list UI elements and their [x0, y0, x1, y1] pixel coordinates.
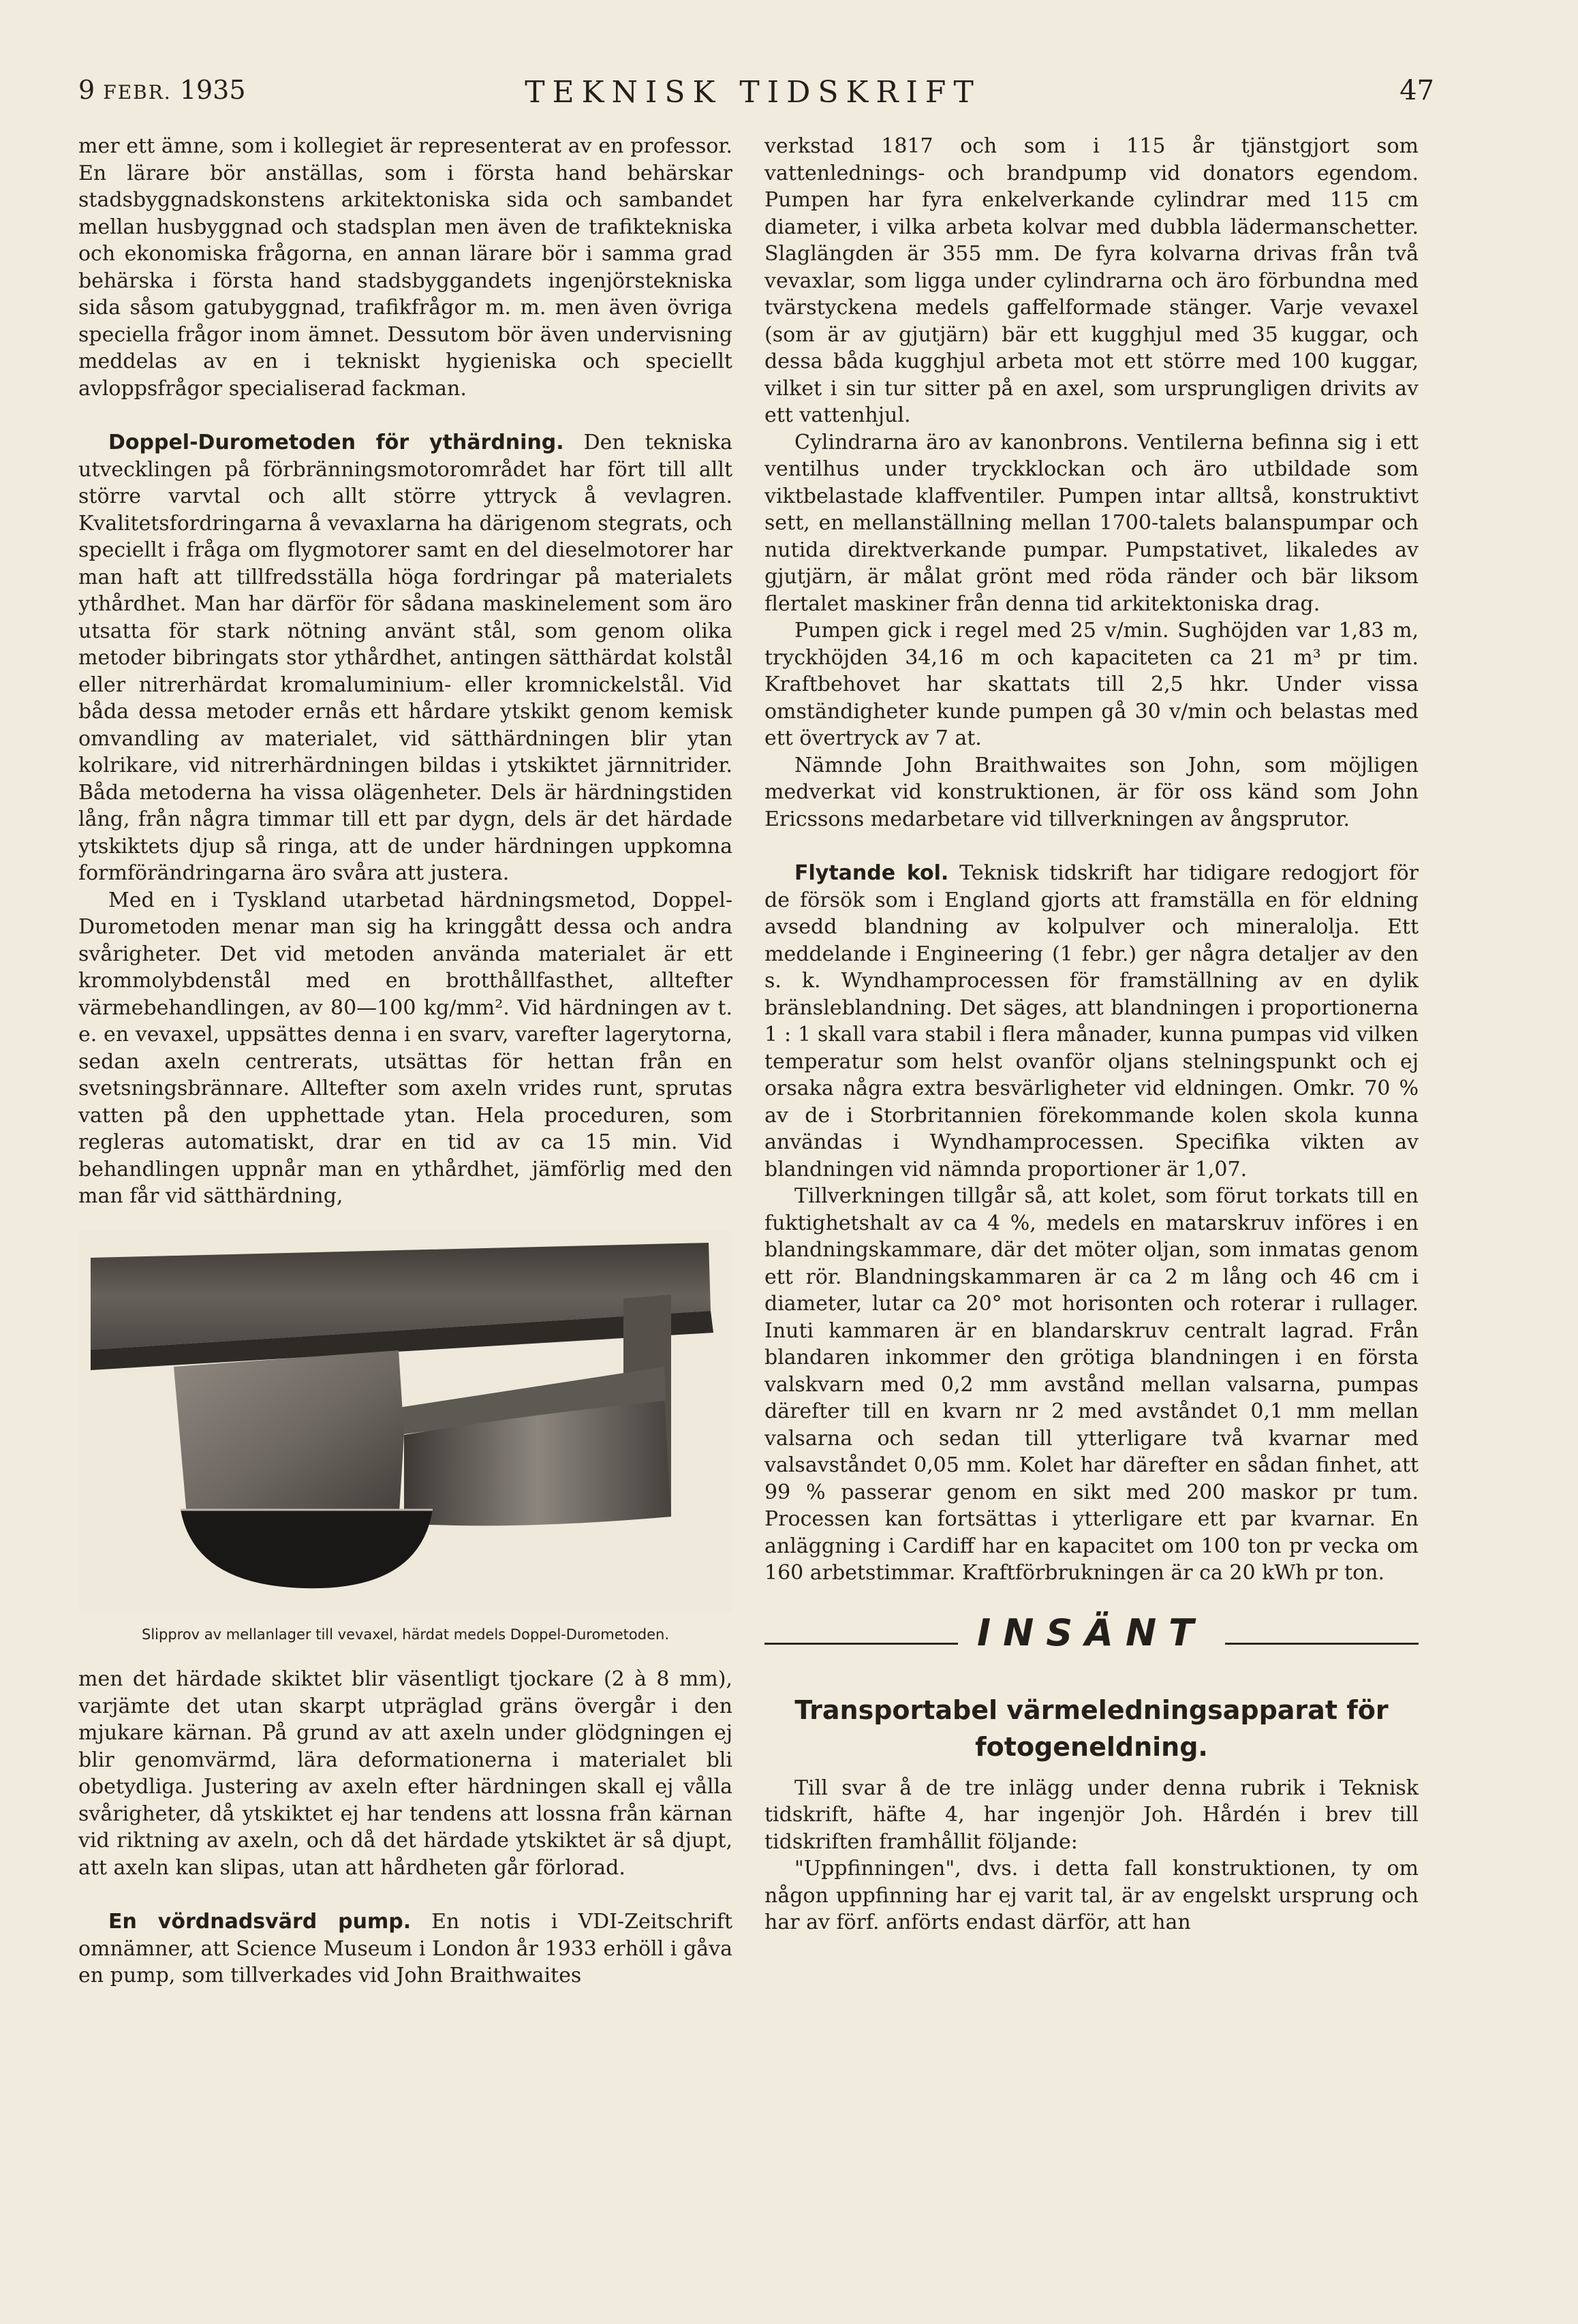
paragraph-text: En notis i VDI-Zeitschrift omnämner, att Science Museum i London år 1933 erhöll i gåva en pump, som tillverkades vid John Braithwaites [78, 1910, 733, 1987]
section-title: Flytande kol. [794, 861, 949, 885]
paragraph: men det härdade skiktet blir väsentligt tjockare (2 à 8 mm), varjämte det utan skarpt utpräglad gräns övergår i den mjukare kärnan. På grund av att axeln under glödgningen ej blir genomvärmd, lära deformationerna i materialet bli obetydliga. Justering av axeln efter härdningen skall ej vålla svårigheter, då ytskiktet ej har tendens att lossna från kärnan vid riktning av axeln, och då det härdade ytskiktet är så djupt, att axeln kan slipas, utan att hårdheten går förlorad. [78, 1667, 732, 1880]
page-number: 47 [1399, 75, 1434, 106]
date-month: FEBR. [103, 81, 172, 104]
left-column [78, 133, 732, 1989]
figure [78, 1230, 732, 1649]
paragraph: verkstad 1817 och som i 115 år tjänstgjort som vattenlednings- och brandpump vid donators egendom. Pumpen har fyra enkelverkande cylindrar med 115 cm diameter, i vilka arbeta kolvar med dubbla lädermanschetter. Slaglängden är 355 mm. De fyra kolvarna drivas från två vevaxlar, som ligga under cylindrarna och äro förbundna med tvärstyckena medels gaffelformade stänger. Varje vevaxel (som är av gjutjärn) bär ett kugghjul med 35 kuggar, och dessa båda kugghjul arbeta mot ett större med 100 kuggar, vilket i sin tur sitter på en axel, som ursprungligen drivits av ett vattenhjul. [764, 134, 1419, 427]
bearing-test-piece-photo [78, 1230, 732, 1612]
paragraph-text: Den tekniska utvecklingen på förbränningsmotorområdet har fört till allt större varvtal och allt större yttryck å vevlagren. Kvalitetsfordringarna å vevaxlarna ha därigenom stegrats, och speciellt i fråga om flygmotorer samt en del dieselmotorer har man haft att tillfredsställa höga fordringar på materialets ythårdhet. Man har därför för sådana maskinelement som äro utsatta för stark nötning använt stål, som genom olika metoder bibringats stor ythårdhet, antingen sätthärdat kolstål eller nitrerhärdat kromaluminium- eller kromnickelstål. Vid båda dessa metoder ernås ett hårdare ytskikt genom kemisk omvandling av materialet, vid sätthärdningen blir ytan kolrikare, vid nitrerhärdningen bildas i ytskiktet järnnitrider. Båda metoderna ha vissa olägenheter. Dels är härdningstiden lång, från några timmar till ett par dygn, dels är det härdade ytskiktets djup så ringa, att de under härdningen uppkomna formförändringarna äro svåra att justera. [78, 431, 732, 885]
paragraph: Till svar å de tre inlägg under denna rubrik i Teknisk tidskrift, häfte 4, har ingenjör Joh. Hårdén i brev till tidskriften framhållit följande: [764, 1776, 1419, 1854]
date-day: 9 [78, 75, 95, 105]
journal-title: TEKNISK TIDSKRIFT [525, 75, 981, 110]
paragraph: Nämnde John Braithwaites son John, som möjligen medverkat vid konstruktionen, är för oss känd som John Ericssons medarbetare vid tillverkningen av ångsprutor. [764, 753, 1419, 831]
paragraph [78, 1908, 732, 1989]
page-header [72, 75, 1434, 123]
paragraph: Med en i Tyskland utarbetad härdningsmetod, Doppel-Durometoden menar man sig ha kringgått dessa och andra svårigheter. Det vid metoden använda materialet är ett krommolybdenstål med en brotthållfasthet, alltefter värmebehandlingen, av 80—100 kg/mm². Vid härdningen av t. e. en vevaxel, uppsättes denna i en svarv, varefter lagerytorna, sedan axeln centrerats, utsättas för hettan från en svetsningsbrännare. Alltefter som axeln vrides runt, sprutas vatten på den upphettade ytan. Hela proceduren, som regleras automatiskt, drar en tid av ca 15 min. Vid behandlingen uppnår man en ythårdhet, jämförlig med den man får vid sätthärdning, [78, 888, 732, 1208]
right-column [764, 133, 1419, 1936]
paragraph [764, 860, 1419, 1183]
paragraph: mer ett ämne, som i kollegiet är representerat av en professor. En lärare bör anställas, som i första hand behärskar stadsbyggnadskonstens arkitektoniska sida och sambandet mellan husbyggnad och stadsplan men även de trafiktekniska och ekonomiska frågorna, en annan lärare bör i samma grad behärska i första hand stadsbyggandets ingenjörstekniska sida såsom gatubyggnad, trafikfrågor m. m. men även övriga speciella frågor inom ämnet. Dessutom bör även undervisning meddelas av en i tekniskt hygieniska och speciellt avloppsfrågor specialiserad fackman. [78, 134, 732, 401]
date-year: 1935 [179, 75, 246, 105]
section-title: Doppel-Durometoden för ythärdning. [108, 431, 564, 454]
paragraph: Pumpen gick i regel med 25 v/min. Sughöjden var 1,83 m, tryckhöjden 34,16 m och kapaciteten ca 21 m³ pr tim. Kraftbehovet har skattats till 2,5 hkr. Under vissa omständigheter kunde pumpen gå 30 v/min och belastas med ett övertryck av 7 at. [764, 619, 1419, 750]
section-divider [764, 1611, 1419, 1667]
paragraph: Tillverkningen tillgår så, att kolet, som förut torkats till en fuktighetshalt av ca 4 %, medels en matarskruv införes i en blandningskammare, där det möter oljan, som inmatas genom ett rör. Blandningskammaren är ca 2 m lång och 46 cm i diameter, lutar ca 20° mot horisonten och roterar i rullager. Inuti kammaren är en blandarskruv centralt lagrad. Från blandaren inkommer den grötiga blandningen i en första valskvarn med 0,2 mm avstånd mellan valsarna, pumpas därefter till en kvarn nr 2 med avståndet 0,1 mm mellan valsarna och sedan till ytterligare två kvarnar med valsavståndet 0,05 mm. Kolet har därefter en sådan finhet, att 99 % passerar genom en sikt med 200 maskor pr tum. Processen kan fortsättas i ytterligare ett par kvarnar. En anläggning i Cardiff har en kapacitet om 100 ton pr vecka om 160 arbetstimmar. Kraftförbrukningen är ca 20 kWh pr ton. [764, 1184, 1419, 1585]
paragraph: "Uppfinningen", dvs. i detta fall konstruktionen, ty om någon uppfinning har ej varit tal, är av engelskt ursprung och har av förf. anförts endast därför, att han [764, 1857, 1419, 1934]
figure-caption: Slipprov av mellanlager till vevaxel, härdat medels Doppel-Durometoden. [141, 1626, 670, 1643]
section-heading: INSÄNT [958, 1620, 1225, 1647]
paragraph: Cylindrarna äro av kanonbrons. Ventilerna befinna sig i ett ventilhus under tryckklockan och äro utbildade som viktbelastade klaffventiler. Pumpen intar alltså, konstruktivt sett, en mellanställning mellan 1700-talets balanspumpar och nutida direktverkande pumpar. Pumpstativet, likaledes av gjutjärn, är målat grönt med röda ränder och bär liksom flertalet maskiner från denna tid arkitektoniska drag. [764, 430, 1419, 616]
paragraph [78, 429, 732, 887]
article-title-line: Transportabel värmeledningsapparat för [794, 1694, 1389, 1725]
section-title: En vördnadsvärd pump. [108, 1910, 412, 1934]
article-title [764, 1692, 1419, 1765]
paragraph-text: Teknisk tidskrift har tidigare redogjort för de försök som i England gjorts att framställa en för eldning avsedd blandning av kolpulver och mineralolja. Ett meddelande i Engineering (1 febr.) ger några detaljer av den s. k. Wyndhamprocessen för framställning av en dylik bränsleblandning. Det säges, att blandningen i proportionerna 1 : 1 skall vara stabil i flera månader, kunna pumpas vid vilken temperatur som helst ovanför oljans stelningspunkt och ej orsaka några extra besvärligheter vid eldningen. Omkr. 70 % av de i Storbritannien förekommande kolen skola kunna användas i Wyndhamprocessen. Specifika vikten av blandningen vid nämnda proportioner är 1,07. [764, 861, 1419, 1181]
article-title-line: fotogeneldning. [975, 1731, 1208, 1762]
